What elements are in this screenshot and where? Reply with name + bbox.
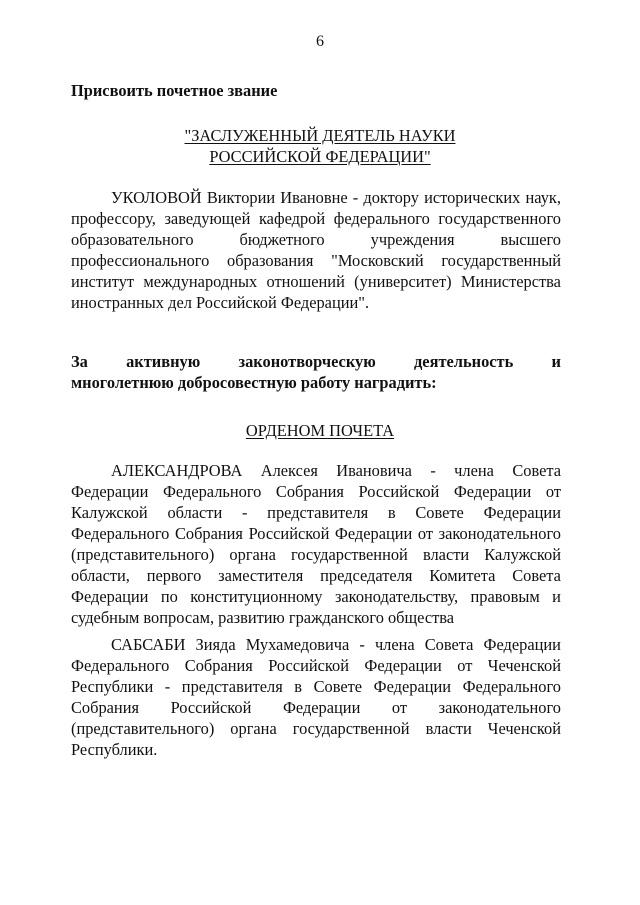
aleksandrov-paragraph-line: Федерального Собрания Российской Федерации от законодательного — [71, 524, 561, 543]
honorary-title-paragraph-line: УКОЛОВОЙ Виктории Ивановне - доктору исторических наук, — [111, 188, 561, 207]
title-line-1: "ЗАСЛУЖЕННЫЙ ДЕЯТЕЛЬ НАУКИ — [184, 126, 456, 145]
page-number: 6 — [316, 33, 324, 50]
sabsabi-paragraph-line: САБСАБИ Зияда Мухамедовича - члена Совета Федерации — [111, 635, 561, 654]
sabsabi-paragraph-line: Республики. — [71, 740, 158, 759]
award-title: ОРДЕНОМ ПОЧЕТА — [245, 421, 395, 440]
section-heading: Присвоить почетное звание — [71, 81, 278, 100]
honorary-title-paragraph-line: профессору, заведующей кафедрой федерального государственного — [71, 209, 561, 228]
honorary-title-paragraph-line: институт международных отношений (университет) Министерства — [71, 272, 561, 291]
honorary-title-paragraph-line: образовательного бюджетного учреждения высшего — [71, 230, 561, 249]
sabsabi-paragraph-line: Федерального Собрания Российской Федерации от Чеченской — [71, 656, 561, 675]
sabsabi-paragraph-line: (представительного) органа государственной власти Чеченской — [71, 719, 561, 738]
aleksandrov-paragraph-line: Федерации по конституционному законодательству, правовым и — [71, 587, 561, 606]
award-heading-line-2: многолетнюю добросовестную работу наградить: — [71, 373, 437, 392]
aleksandrov-paragraph-line: АЛЕКСАНДРОВА Алексея Ивановича - члена Совета — [111, 461, 561, 480]
aleksandrov-paragraph-line: судебным вопросам, развитию гражданского общества — [71, 608, 455, 627]
sabsabi-paragraph-line: Республики - представителя в Совете Федерации Федерального — [71, 677, 561, 696]
aleksandrov-paragraph-line: Федерации Федерального Собрания Российской Федерации от — [71, 482, 561, 501]
title-line-2: РОССИЙСКОЙ ФЕДЕРАЦИИ" — [209, 147, 431, 166]
sabsabi-paragraph-line: Собрания Российской Федерации от законодательного — [71, 698, 561, 717]
aleksandrov-paragraph-line: области, первого заместителя председателя Комитета Совета — [71, 566, 561, 585]
award-heading-line-1: За активную законотворческую деятельность и — [71, 352, 561, 371]
aleksandrov-paragraph-line: (представительного) органа государственной власти Калужской — [71, 545, 561, 564]
honorary-title-paragraph-line: иностранных дел Российской Федерации". — [71, 293, 370, 312]
aleksandrov-paragraph-line: Калужской области - представителя в Совете Федерации — [71, 503, 561, 522]
honorary-title-paragraph-line: профессионального образования "Московский государственный — [71, 251, 561, 270]
